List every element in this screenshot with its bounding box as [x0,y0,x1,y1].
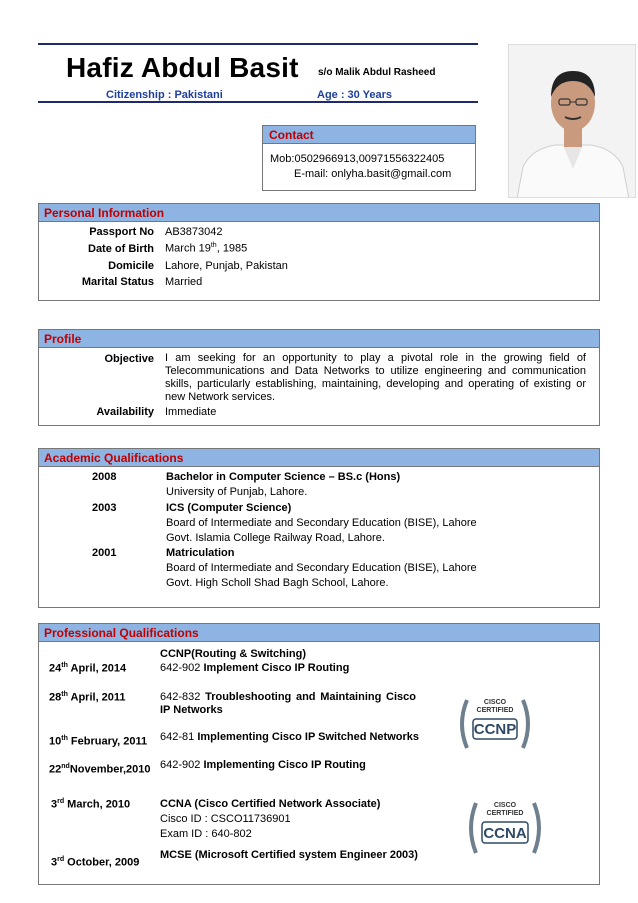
objective-text: I am seeking for an opportunity to play a pivotal role in the growing field of Telecommunications and Data Networks to utilize engineering and communication skills, particularly establishing, maintaining, developing and operating of existing or new Network services. [165,352,586,403]
ccna-title: CCNA (Cisco Certified Network Associate) [160,798,381,810]
age: Age : 30 Years [317,89,393,101]
passport-value: AB3873042 [165,226,223,238]
marital-status-label: Marital Status [81,276,154,288]
ccnp-heading: CCNP(Routing & Switching) [160,648,307,660]
ccnp-badge-line2: CERTIFIED [476,707,514,714]
cert-date: 3rd October, 2009 [51,856,140,869]
ccna-certified-logo [460,797,550,859]
objective-label: Objective [104,353,154,365]
cert-date: 10th February, 2011 [49,735,148,748]
academic-detail: University of Punjab, Lahore. [166,486,308,498]
academic-section [38,448,600,608]
cert-exam: 642-902 Implementing Cisco IP Routing [160,759,366,771]
profile-photo [508,44,636,198]
ccna-cisco-id: Cisco ID : CSCO11736901 [160,813,291,825]
academic-title: Academic Qualifications [39,449,599,467]
academic-degree: ICS (Computer Science) [166,502,292,514]
ccna-badge-mark: CCNA [483,825,527,842]
dob-value: March 19th, 1985 [165,242,248,255]
citizenship: Citizenship : Pakistani [106,89,223,101]
contact-mobile: Mob:0502966913,00971556322405 [270,153,445,165]
personal-information-section [38,203,600,301]
ccna-details [160,797,380,842]
personal-information-title: Personal Information [39,204,599,222]
professional-section [38,623,600,885]
domicile-value: Lahore, Punjab, Pakistan [165,260,288,272]
ccna-badge-line2: CERTIFIED [486,810,524,817]
contact-email: E-mail: onlyha.basit@gmail.com [294,168,452,180]
marital-status-value: Married [165,276,203,288]
contact-title: Contact [263,126,475,144]
academic-degree: Matriculation [166,547,235,559]
cert-exam: 642-81 Implementing Cisco IP Switched Networks [160,731,420,743]
availability-value: Immediate [165,406,217,418]
ccna-exam-id: Exam ID : 640-802 [160,828,252,840]
mcse-title: MCSE (Microsoft Certified system Engineer 2003) [160,849,418,861]
ccnp-badge-mark: CCNP [473,721,517,738]
academic-item [166,546,477,591]
academic-detail: Board of Intermediate and Secondary Education (BISE), Lahore [166,517,477,529]
cert-exam: 642-832 Troubleshooting and Maintaining Cisco IP Networks [160,691,416,716]
academic-item [166,470,400,500]
parent-name: s/o Malik Abdul Rasheed [318,67,436,78]
passport-label: Passport No [89,226,154,238]
cert-date: 3rd March, 2010 [51,798,131,811]
header-top-rule [38,43,478,45]
academic-item [166,501,477,546]
profile-title: Profile [39,330,599,348]
academic-detail: Govt. High Scholl Shad Bagh School, Lahore. [166,577,389,589]
academic-year: 2003 [92,502,117,514]
profile-section [38,329,600,426]
ccnp-badge-line1: CISCO [483,699,507,706]
ccnp-certified-logo [453,694,537,754]
professional-title: Professional Qualifications [39,624,599,642]
cert-exam: 642-902 Implement Cisco IP Routing [160,662,350,674]
academic-year: 2001 [92,547,117,559]
cert-date: 28th April, 2011 [49,691,126,704]
candidate-name: Hafiz Abdul Basit [66,52,299,83]
availability-label: Availability [96,406,154,418]
contact-box [262,125,476,191]
ccna-badge-line1: CISCO [493,802,517,809]
cert-date: 22ndNovember,2010 [49,763,151,776]
dob-label: Date of Birth [88,243,154,255]
academic-detail: Govt. Islamia College Railway Road, Lahore. [166,532,385,544]
academic-detail: Board of Intermediate and Secondary Education (BISE), Lahore [166,562,477,574]
header-bottom-rule [38,101,478,103]
domicile-label: Domicile [108,260,154,272]
academic-degree: Bachelor in Computer Science – BS.c (Hons) [166,471,401,483]
cert-date: 24th April, 2014 [49,662,127,675]
academic-year: 2008 [92,471,117,483]
